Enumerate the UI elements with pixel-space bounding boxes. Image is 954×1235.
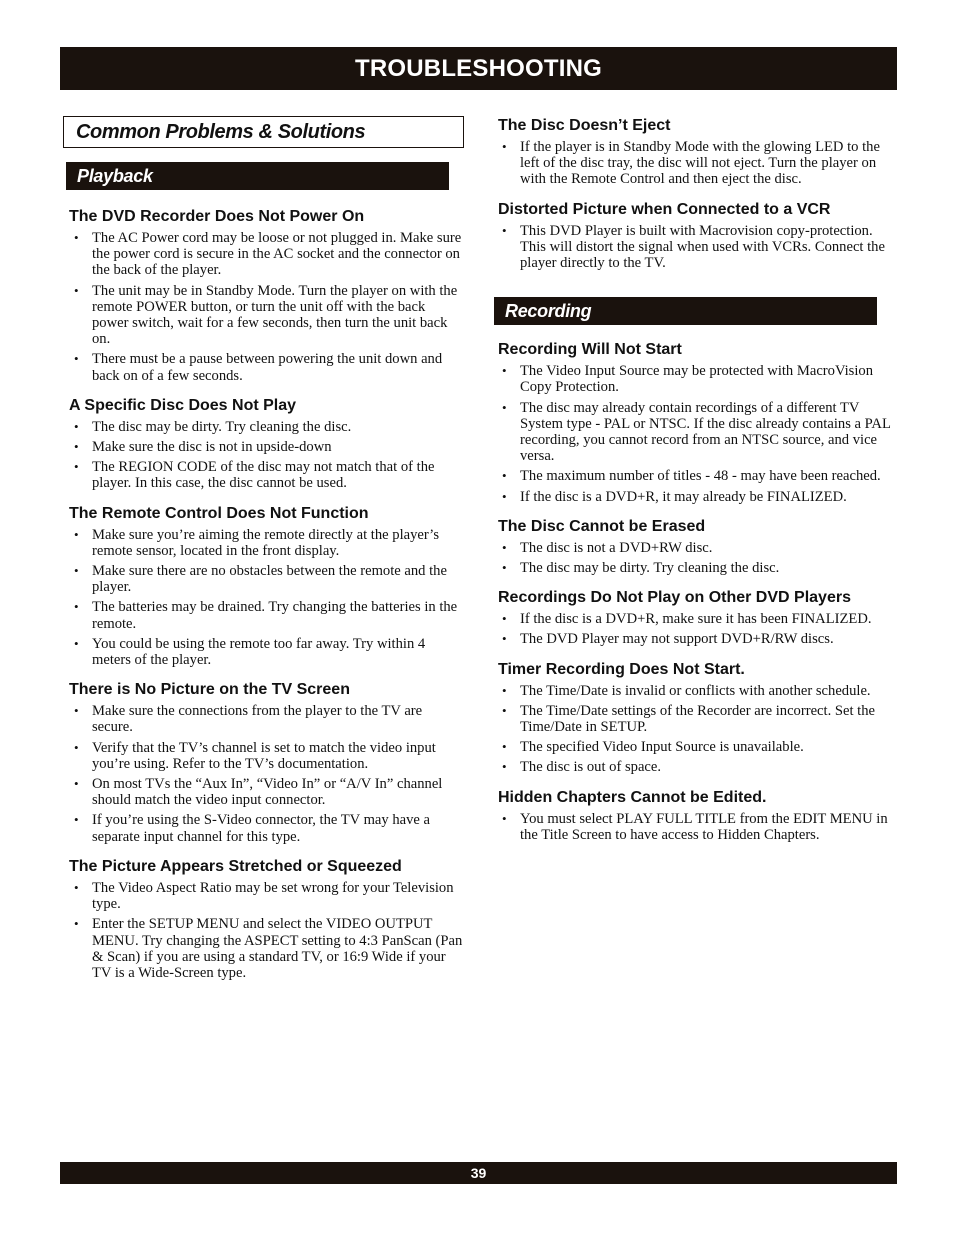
topic-title: Recordings Do Not Play on Other DVD Players — [498, 589, 851, 607]
section-bar-playback — [66, 162, 449, 190]
bullet-list — [496, 683, 891, 776]
bullet-item: • Enter the SETUP MENU and select the VIDEO OUTPUT MENU. Try changing the ASPECT setting to 4:3 PanScan (Pan & Scan) if you are using a standard TV, or 16:9 Wide if your TV is a Wide-Screen type. — [63, 916, 465, 981]
main-heading: Common Problems & Solutions — [76, 120, 366, 143]
bullet-list — [496, 540, 891, 576]
bullet-list — [496, 611, 891, 647]
bullet-list — [496, 223, 891, 272]
bullet-item: • The Time/Date settings of the Recorder are incorrect. Set the Time/Date in SETUP. — [496, 703, 891, 735]
page-header — [60, 47, 897, 90]
topic — [496, 788, 891, 843]
bullet-list — [496, 139, 891, 188]
bullet-item: • The maximum number of titles - 48 - may have been reached. — [496, 468, 891, 484]
bullet-item: • Make sure the disc is not in upside-down — [63, 439, 465, 455]
right-column — [496, 116, 891, 855]
bullet-item: • If you’re using the S-Video connector, the TV may have a separate input channel for this type. — [63, 812, 465, 844]
topic — [63, 396, 465, 492]
bullet-item: • There must be a pause between powering the unit down and back on of a few seconds. — [63, 351, 465, 383]
topic — [496, 588, 891, 647]
bullet-item: • The AC Power cord may be loose or not plugged in. Make sure the power cord is secure in the AC socket and the connector on the back of the player. — [63, 230, 465, 279]
bullet-list — [63, 230, 465, 384]
bullet-list — [496, 363, 891, 505]
bullet-list — [63, 419, 465, 492]
topic — [63, 680, 465, 845]
topic — [496, 340, 891, 505]
bullet-item: • The REGION CODE of the disc may not match that of the player. In this case, the disc cannot be used. — [63, 459, 465, 491]
bullet-list — [63, 527, 465, 669]
bullet-item: • The batteries may be drained. Try changing the batteries in the remote. — [63, 599, 465, 631]
topic — [496, 116, 891, 188]
bullet-item: • Verify that the TV’s channel is set to match the video input you’re using. Refer to the TV’s documentation. — [63, 740, 465, 772]
bullet-list — [63, 703, 465, 845]
topic-title: The Disc Cannot be Erased — [498, 517, 706, 535]
topic — [496, 200, 891, 272]
topic-title: Timer Recording Does Not Start. — [498, 660, 745, 678]
topic — [496, 517, 891, 576]
section-heading: Recording — [505, 300, 592, 321]
bullet-item: • You must select PLAY FULL TITLE from the EDIT MENU in the Title Screen to have access to Hidden Chapters. — [496, 811, 891, 843]
topic-title: The Picture Appears Stretched or Squeezed — [69, 857, 402, 875]
main-heading-box — [63, 116, 464, 148]
page-number: 39 — [470, 1165, 487, 1181]
bullet-item: • The DVD Player may not support DVD+R/RW discs. — [496, 631, 891, 647]
topic — [63, 857, 465, 981]
left-column — [63, 116, 465, 993]
bullet-item: • Make sure there are no obstacles between the remote and the player. — [63, 563, 465, 595]
topic-title: A Specific Disc Does Not Play — [69, 396, 297, 414]
bullet-item: • This DVD Player is built with Macrovision copy-protection. This will distort the signal when used with VCRs. Connect the player directly to the TV. — [496, 223, 891, 272]
bullet-item: • The disc may be dirty. Try cleaning the disc. — [496, 560, 891, 576]
bullet-item: • The disc is not a DVD+RW disc. — [496, 540, 891, 556]
bullet-item: • The Video Input Source may be protected with MacroVision Copy Protection. — [496, 363, 891, 395]
bullet-item: • The disc is out of space. — [496, 759, 891, 775]
bullet-item: • If the disc is a DVD+R, make sure it has been FINALIZED. — [496, 611, 891, 627]
bullet-item: • Make sure you’re aiming the remote directly at the player’s remote sensor, located in the front display. — [63, 527, 465, 559]
topic-title: There is No Picture on the TV Screen — [69, 681, 350, 699]
bullet-item: • The Video Aspect Ratio may be set wrong for your Television type. — [63, 880, 465, 912]
bullet-list — [63, 880, 465, 981]
page-title: TROUBLESHOOTING — [355, 54, 602, 82]
topic-title: Hidden Chapters Cannot be Edited. — [498, 788, 767, 806]
topic-title: The DVD Recorder Does Not Power On — [69, 208, 365, 225]
bullet-item: • The unit may be in Standby Mode. Turn the player on with the remote POWER button, or turn the unit off with the back power switch, wait for a few seconds, then turn the unit back on. — [63, 283, 465, 348]
bullet-item: • The specified Video Input Source is unavailable. — [496, 739, 891, 755]
bullet-item: • On most TVs the “Aux In”, “Video In” or “A/V In” channel should match the video input connector. — [63, 776, 465, 808]
bullet-item: • If the player is in Standby Mode with the glowing LED to the left of the disc tray, the disc will not eject. Turn the player on with the Remote Control and then eject the disc. — [496, 139, 891, 188]
bullet-item: • The disc may already contain recordings of a different TV System type - PAL or NTSC. If the disc already contains a PAL recording, you cannot record from an NTSC source, and vice versa. — [496, 400, 891, 465]
bullet-item: • The disc may be dirty. Try cleaning the disc. — [63, 419, 465, 435]
bullet-list — [496, 811, 891, 843]
section-bar-recording — [494, 297, 877, 325]
topic-title: The Disc Doesn’t Eject — [498, 117, 671, 134]
topic-title: Recording Will Not Start — [498, 341, 682, 359]
topic — [496, 660, 891, 776]
bullet-item: • You could be using the remote too far away. Try within 4 meters of the player. — [63, 636, 465, 668]
bullet-item: • If the disc is a DVD+R, it may already be FINALIZED. — [496, 489, 891, 505]
topic-title: Distorted Picture when Connected to a VCR — [498, 200, 831, 218]
page-footer — [60, 1162, 897, 1184]
section-heading: Playback — [77, 165, 153, 186]
topic-title: The Remote Control Does Not Function — [69, 504, 369, 522]
bullet-item: • Make sure the connections from the player to the TV are secure. — [63, 703, 465, 735]
bullet-item: • The Time/Date is invalid or conflicts with another schedule. — [496, 683, 891, 699]
topic — [63, 504, 465, 669]
topic — [63, 207, 465, 384]
